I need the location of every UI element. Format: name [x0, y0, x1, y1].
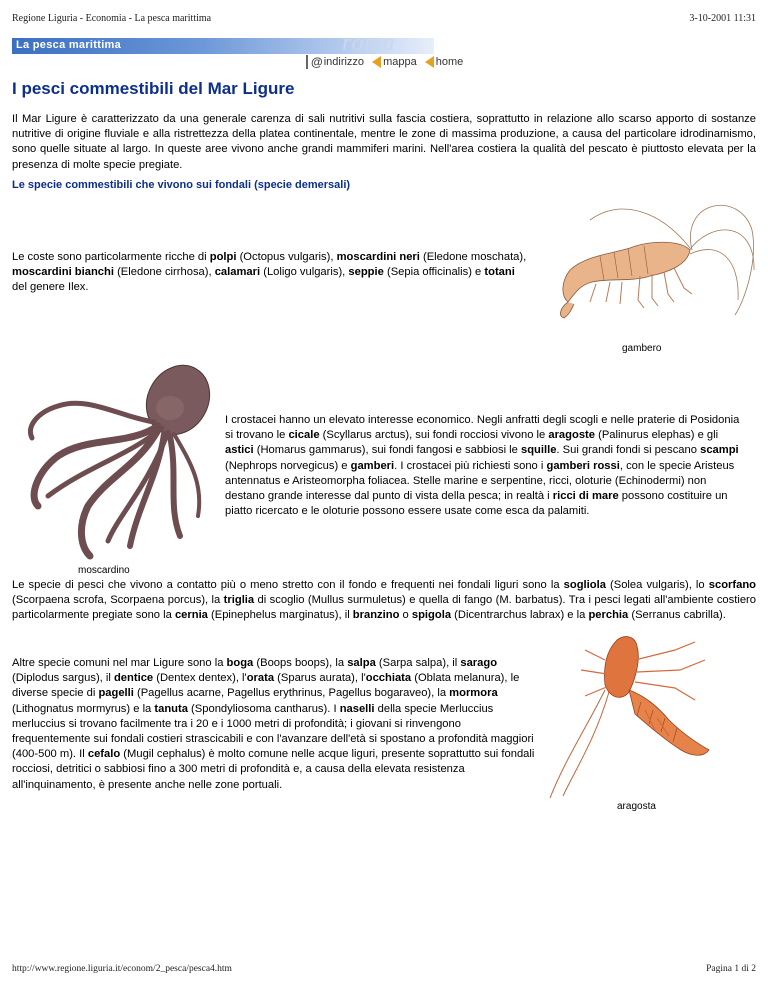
- octopus-illustration: [18, 356, 223, 566]
- nav-mappa-label: mappa: [383, 56, 417, 68]
- nav-mappa[interactable]: [372, 56, 417, 68]
- arrow-left-icon: [425, 56, 434, 68]
- other-species-paragraph: Altre specie comuni nel mar Ligure sono la boga (Boops boops), la salpa (Sarpa salpa), il sarago (Diplodus sargus), il dentice (Dentex dentex), l'orata (Sparus aurata), l'occhiata (Oblata melanura), le diverse specie di pagelli (Pagellus acarne, Pagellus erythrinus, Pagellus bogaraveo), la mormora (Lithognatus mormyrus) e la tanuta (Spondyliosoma cantharus). I naselli della specie Merluccius merluccius si trovano facilmente tra i 20 e i 1000 metri di profondità; i giovani si rinvengono frequentemente sui fondali costieri strascicabili e con l'avanzare dell'età si spostano a profondità maggiori (400-500 m). Il cefalo (Mugil cephalus) è molto comune nelle acque liguri, presente soprattutto sui fondali rocciosi, detritici o sabbiosi fino a 300 metri di profondità e, a causa della elevata resistenza all'inquinamento, è presente anche nelle zone portuali.: [12, 657, 535, 791]
- bottom-fish-paragraph: Le specie di pesci che vivono a contatto più o meno stretto con il fondo e frequenti nei fondali liguri sono la sogliola (Solea vulgaris), lo scorfano (Scorpaena scrofa, Scorpaena porcus), la triglia di scoglio (Mullus surmuletus) e quella di fango (M. barbatus). Tra i pesci legati all'ambiente costiero particolarmente pregiate sono la cernia (Epinephelus marginatus), il branzino o spigola (Dicentrarchus labrax) e la perchia (Serranus cabrilla).: [12, 579, 756, 622]
- intro-paragraph: Il Mar Ligure è caratterizzato da una generale carenza di sali nutritivi sulla fascia costiera, soprattutto in relazione allo scarso apporto di sostanze nutritive di origine fluviale e alla ristrettezza della platea continentale, mentre le zone di massima produzione, a causa del particolare idrodinamismo, sono quelle situate al largo. In queste aree vivono anche grandi mammiferi marini. Nell'area costiera la qualità del pescato è piuttosto elevata per la presenza di molte specie pregiate.: [12, 113, 756, 171]
- at-sign-icon: @: [311, 55, 323, 69]
- nav-indirizzo-label: indirizzo: [323, 56, 365, 68]
- nav-home[interactable]: [425, 56, 464, 68]
- lobster-illustration: [545, 630, 755, 800]
- caption-gambero: gambero: [622, 343, 662, 354]
- arrow-left-icon: [372, 56, 381, 68]
- shrimp-illustration: [540, 190, 760, 340]
- document-header-timestamp: 3-10-2001 11:31: [689, 13, 756, 24]
- nav-indirizzo[interactable]: [306, 55, 364, 69]
- nav-divider: [306, 55, 308, 69]
- section-banner: [12, 30, 434, 56]
- document-footer-page: Pagina 1 di 2: [706, 964, 756, 974]
- document-header-title: Regione Liguria - Economia - La pesca marittima: [12, 13, 212, 24]
- page-title: I pesci commestibili del Mar Ligure: [12, 79, 295, 98]
- caption-aragosta: aragosta: [617, 801, 656, 812]
- cephalopods-paragraph: Le coste sono particolarmente ricche di polpi (Octopus vulgaris), moscardini neri (Eledone moschata), moscardini bianchi (Eledone cirrhosa), calamari (Loligo vulgaris), seppie (Sepia officinalis) e totani del genere Ilex.: [12, 251, 527, 294]
- crustaceans-paragraph: I crostacei hanno un elevato interesse economico. Negli anfratti degli scogli e nelle praterie di Posidonia si trovano le cicale (Scyllarus arctus), sui fondi rocciosi vivono le aragoste (Palinurus elephas) e gli astici (Homarus gammarus), sui fondi fangosi e sabbiosi le squille. Sui grandi fondi si pescano scampi (Nephrops norvegicus) e gamberi. I crostacei più richiesti sono i gamberi rossi, con le specie Aristeus antennatus e Aristeomorpha foliacea. Stelle marine e serpentine, ricci, oloturie (Echinodermi) non destano grande interesse dal punto di vista della pesca; in realtà i ricci di mare possono costituire un piatto ricercato e le oloturie possono essere usate come esca da palamiti.: [225, 414, 740, 518]
- caption-moscardino: moscardino: [78, 565, 130, 576]
- top-nav: [306, 54, 471, 70]
- nav-home-label: home: [435, 56, 464, 68]
- banner-title: La pesca marittima: [16, 39, 122, 51]
- section-subtitle: Le specie commestibili che vivono sui fondali (specie demersali): [12, 179, 351, 191]
- document-footer-url: http://www.regione.liguria.it/econom/2_pesca/pesca4.htm: [12, 964, 232, 974]
- banner-watermark: roma: [342, 30, 396, 56]
